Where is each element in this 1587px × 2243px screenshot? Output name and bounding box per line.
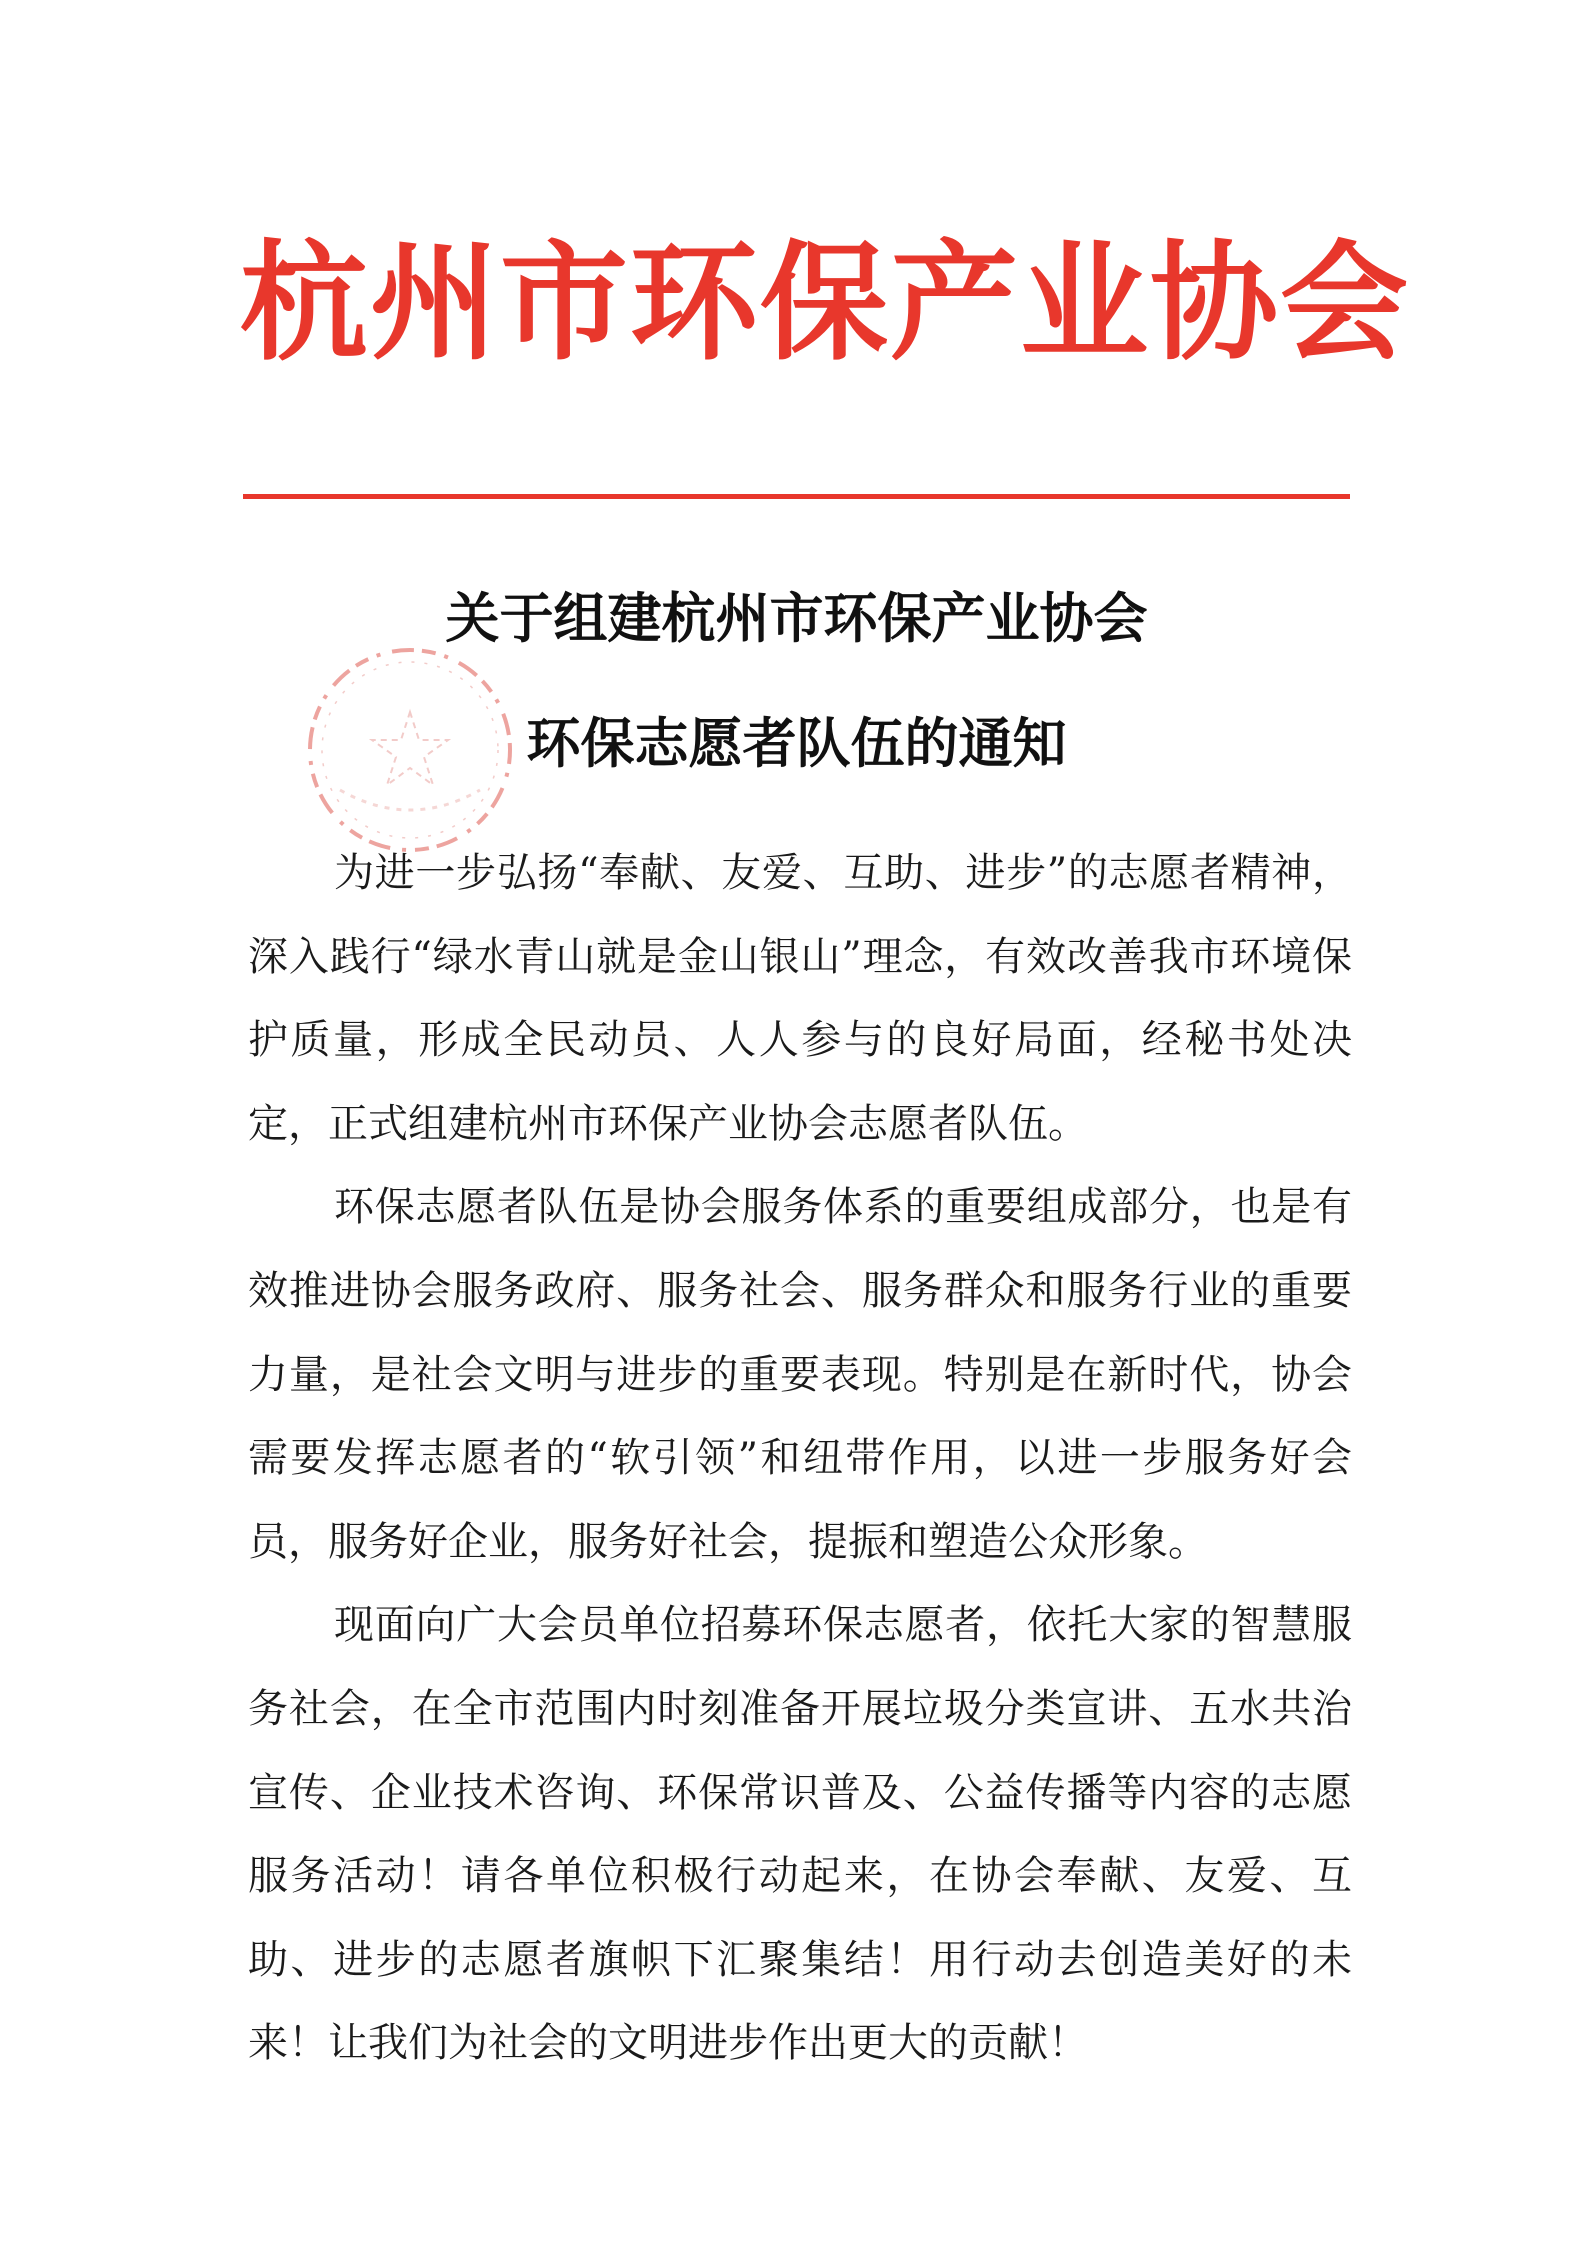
- document-body: [248, 832, 1352, 2086]
- document-title-line-2: 环保志愿者队伍的通知: [526, 711, 1067, 775]
- letterhead-organization-name: 杭州市环保产业协会: [240, 228, 1411, 378]
- letterhead-red-rule: [243, 494, 1350, 499]
- body-paragraph-3: 现面向广大会员单位招募环保志愿者，依托大家的智慧服务社会，在全市范围内时刻准备开展垃圾分类宣讲、五水共治宣传、企业技术咨询、环保常识普及、公益传播等内容的志愿服务活动！请各单位积极行动起来，在协会奉献、友爱、互助、进步的志愿者旗帜下汇聚集结！用行动去创造美好的未来！让我们为社会的文明进步作出更大的贡献！: [248, 1602, 1352, 2067]
- document-title-line-1: 关于组建杭州市环保产业协会: [445, 586, 1148, 650]
- body-paragraph-1: 为进一步弘扬“奉献、友爱、互助、进步”的志愿者精神，深入践行“绿水青山就是金山银山”理念，有效改善我市环境保护质量，形成全民动员、人人参与的良好局面，经秘书处决定，正式组建杭州市环保产业协会志愿者队伍。: [248, 850, 1352, 1147]
- body-paragraph-2: 环保志愿者队伍是协会服务体系的重要组成部分，也是有效推进协会服务政府、服务社会、服务群众和服务行业的重要力量，是社会文明与进步的重要表现。特别是在新时代，协会需要发挥志愿者的“软引领”和纽带作用，以进一步服务好会员，服务好企业，服务好社会，提振和塑造公众形象。: [248, 1184, 1352, 1565]
